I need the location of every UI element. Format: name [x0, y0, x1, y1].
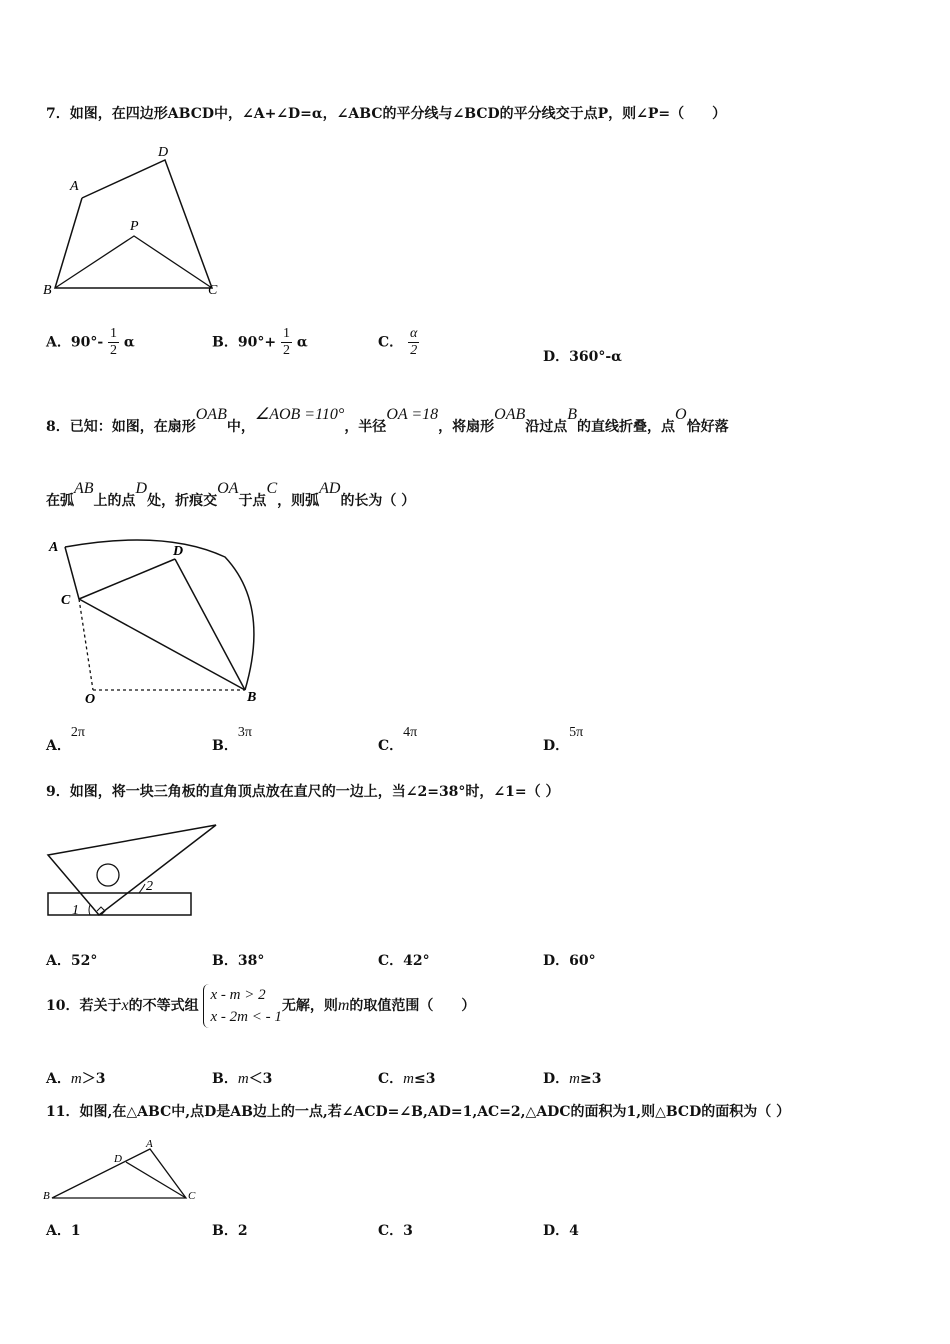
q8-option-b: B．3π: [212, 725, 252, 754]
q11-option-a: A．1: [46, 1223, 81, 1239]
q9-option-a: A．52°: [46, 953, 98, 969]
q9-angle2-arc: [139, 884, 145, 893]
q10-inequality-system: x - m > 2 x - 2m < - 1: [203, 984, 281, 1028]
q11-option-b: B．2: [212, 1223, 248, 1239]
q8-stem-line1: 8．已知：如图，在扇形OAB中，∠AOB =110°，半径OA =18，将扇形OAB沿过点B的直线折叠，点O恰好落: [46, 406, 729, 435]
q11-option-d: D．4: [543, 1223, 579, 1239]
q8-label-c: C: [61, 593, 71, 608]
q7-label-a: A: [70, 179, 79, 194]
q8-option-c: C．4π: [378, 725, 418, 754]
q8-label-b: B: [247, 690, 257, 705]
q8-label-d: D: [173, 544, 184, 559]
q7-label-d: D: [158, 145, 169, 160]
q11-label-a: A: [146, 1138, 153, 1150]
q10-option-b: B．m＜3: [212, 1071, 273, 1087]
q9-option-b: B．38°: [212, 953, 265, 969]
q7-option-c: C． $\frac{\alpha}{2}$: [378, 326, 418, 358]
q8-segment-cd: [79, 559, 175, 599]
q11-label-d: D: [114, 1153, 122, 1165]
q9-option-d: D．60°: [543, 953, 596, 969]
q8-segment-ac: [65, 547, 79, 599]
q10-option-d: D．m≥3: [543, 1071, 602, 1087]
q10-option-a: A．m＞3: [46, 1071, 106, 1087]
q9-angle1-arc: [89, 905, 90, 915]
q7-label-c: C: [208, 283, 218, 298]
q7-bisectors: [55, 236, 212, 288]
q11-segment-cd: [126, 1162, 186, 1198]
q11-stem: 11．如图,在△ABC中,点D是AB边上的一点,若∠ACD=∠B,AD=1,AC=2,△ADC的面积为1,则△BCD的面积为（ ）: [46, 1104, 791, 1120]
q8-segment-co: [79, 599, 93, 690]
q9-ruler: [48, 893, 191, 915]
q9-stem: 9．如图，将一块三角板的直角顶点放在直尺的一边上，当∠2=38°时，∠1=（ ）: [46, 784, 560, 800]
q11-label-c: C: [188, 1190, 196, 1202]
q9-option-c: C．42°: [378, 953, 430, 969]
q11-label-b: B: [43, 1190, 50, 1202]
q8-label-a: A: [49, 540, 59, 555]
q11-figure: [40, 1135, 210, 1210]
q8-stem-line2: 在弧AB上的点D处，折痕交OA于点C，则弧AD的长为（ ）: [46, 480, 416, 509]
q7-figure: [40, 140, 230, 305]
q7-option-a: A．90°- $\frac{1}{2}$ α: [46, 326, 135, 358]
q9-label-1: 1: [72, 903, 79, 918]
q7-stem: 7．如图，在四边形ABCD中，∠A+∠D=α，∠ABC的平分线与∠BCD的平分线交于点P，则∠P=（ ）: [46, 106, 727, 122]
q9-hole: [97, 864, 119, 886]
q9-label-2: 2: [146, 879, 153, 894]
q11-option-c: C．3: [378, 1223, 413, 1239]
q9-figure: [44, 820, 224, 920]
q7-option-b: B．90°+ $\frac{1}{2}$ α: [212, 326, 308, 358]
q8-arc: [65, 540, 254, 690]
q10-stem: 10．若关于x的不等式组 x - m > 2 x - 2m < - 1 无解，则m的取值范围（ ）: [46, 984, 475, 1028]
q8-option-d: D．5π: [543, 725, 584, 754]
q8-label-o: O: [85, 692, 96, 707]
q10-option-c: C．m≤3: [378, 1071, 436, 1087]
q7-label-p: P: [130, 219, 139, 234]
q8-option-a: A．2π: [46, 725, 85, 754]
q7-label-b: B: [43, 283, 52, 298]
q7-option-d: D．360°-α: [543, 349, 622, 365]
q8-figure: [45, 535, 275, 710]
